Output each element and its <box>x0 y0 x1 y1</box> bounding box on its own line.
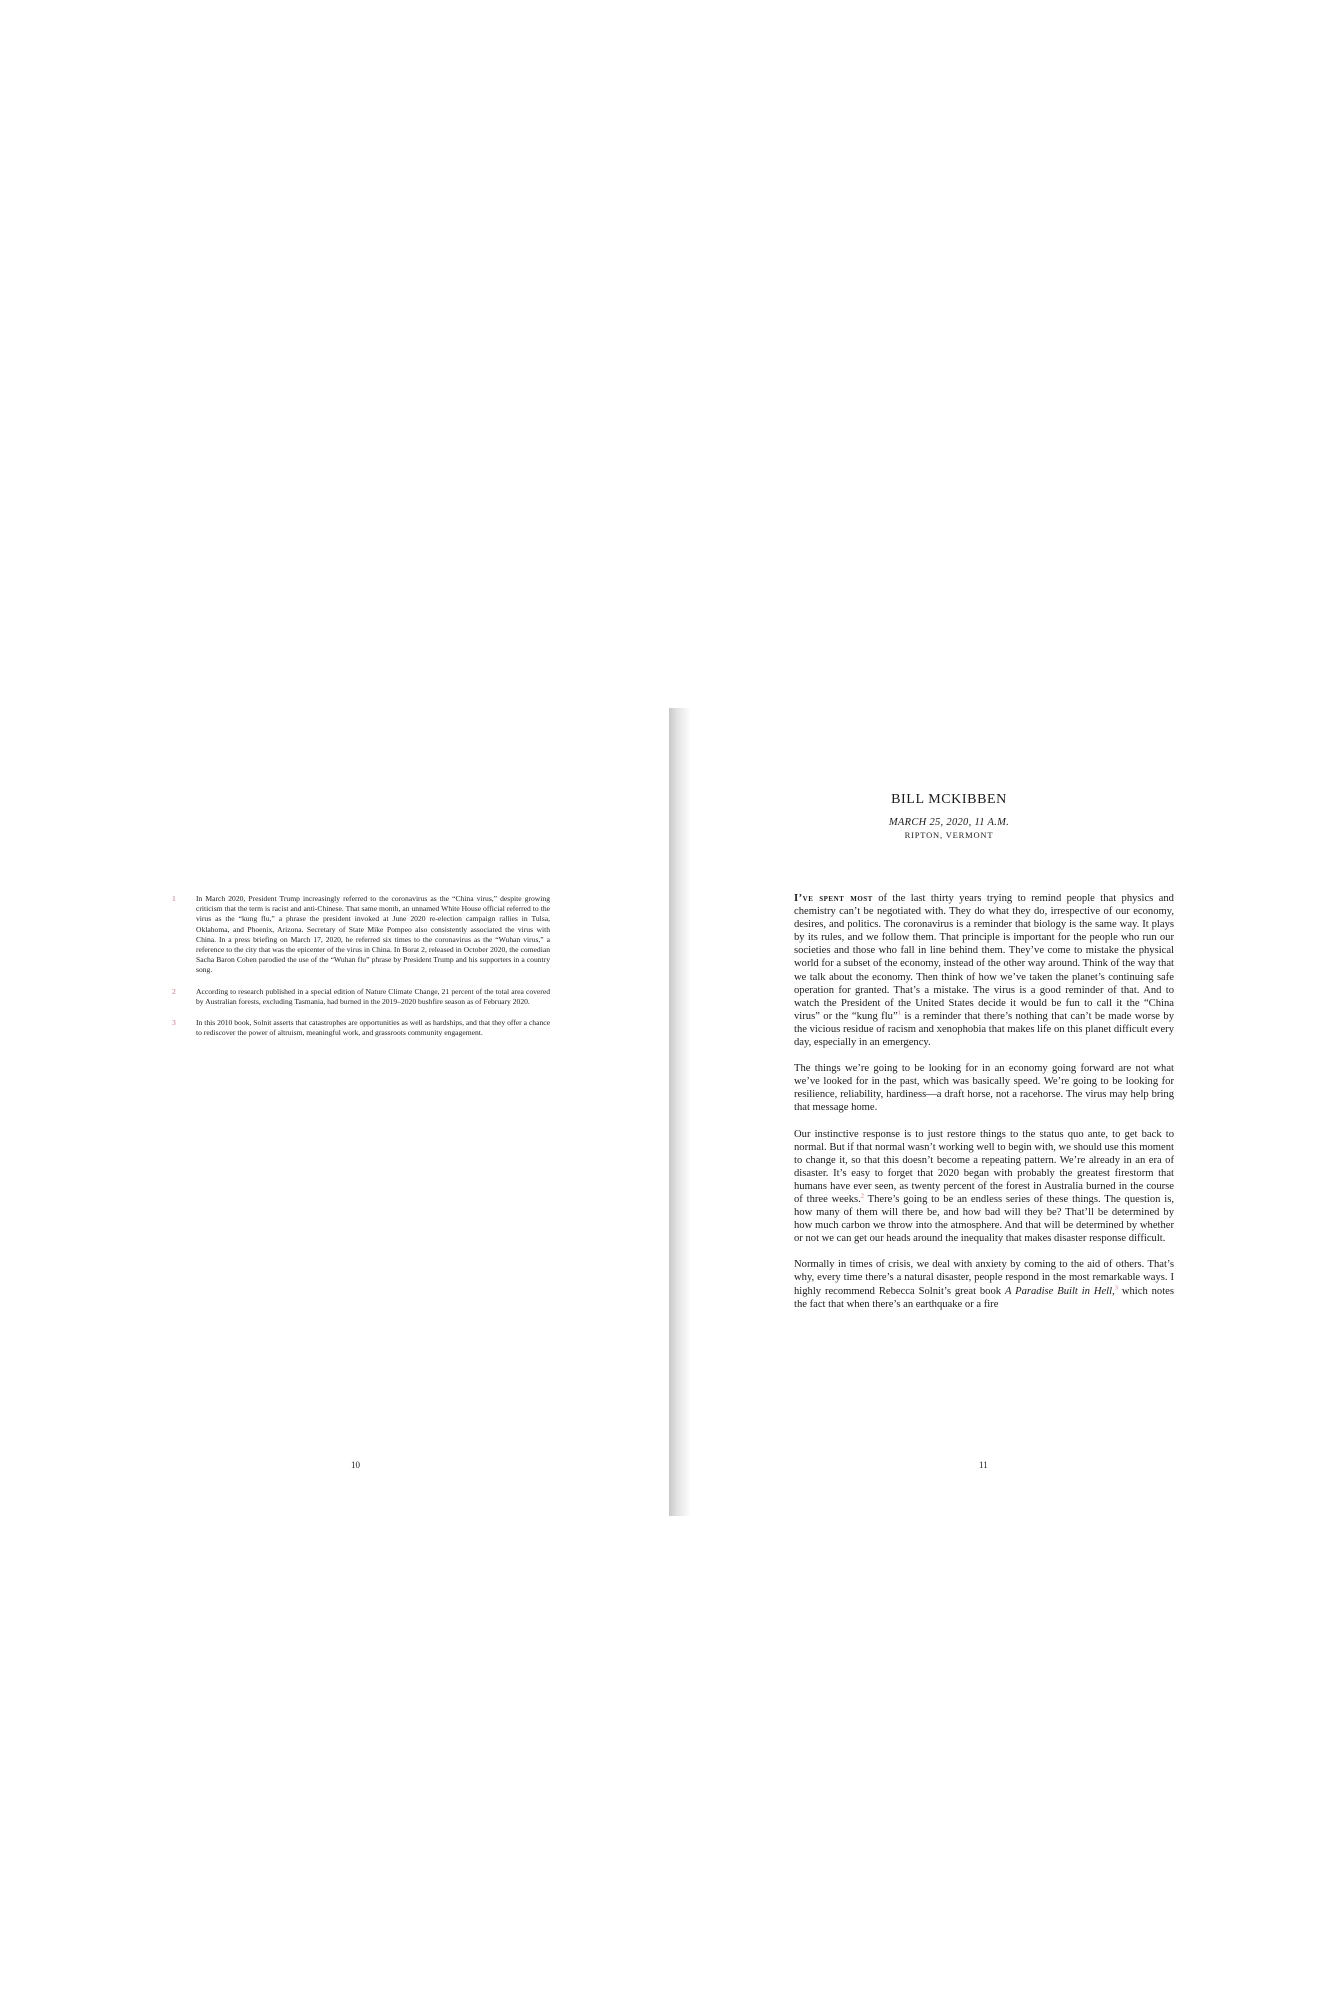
right-page <box>669 712 1333 1512</box>
paragraph-text: Our instinctive response is to just restore things to the status quo ante, to get back to normal. But if that normal wasn’t working well to begin with, we should use this moment to change it, so that this doesn’t become a repeating pattern. We’re already in an era of disaster. It’s easy to forget that 2020 began with probably the greatest firestorm that humans have ever seen, as twenty percent of the forest in Australia burned in the course of three weeks. <box>794 1128 1174 1205</box>
paragraph-2: The things we’re going to be looking for in an economy going forward are not what we’ve looked for in the past, which was basically speed. We’re going to be looking for resilience, reliability, hardiness—a draft horse, not a racehorse. The virus may help bring that message home. <box>794 1063 1174 1114</box>
footnote-text: In March 2020, President Trump increasingly referred to the coronavirus as the “China virus,” despite growing criticism that the term is racist and anti-Chinese. That same month, an unnamed White House official referred to the virus as the “kung flu,” a phrase the president invoked at June 2020 re-election campaign rallies in Tulsa, Oklahoma, and Phoenix, Arizona. Secretary of State Mike Pompeo also consistently associated the virus with China. In a press briefing on March 17, 2020, he referred six times to the coronavirus as the “Wuhan virus,” a reference to the city that was the epicenter of the virus in China. In Borat 2, released in October 2020, the comedian Sacha Baron Cohen parodied the use of the “Wuhan flu” phrase by President Trump and his supporters in a country song. <box>196 894 550 975</box>
footnotes <box>170 894 550 1049</box>
entry-date: MARCH 25, 2020, 11 A.M. <box>888 817 1010 828</box>
footnote-number: 3 <box>172 1018 176 1028</box>
footnote-3 <box>170 1018 550 1038</box>
footnote-ref-3[interactable]: 3 <box>1114 1284 1118 1291</box>
footnote-number: 1 <box>172 894 176 903</box>
paragraph-4 <box>794 1258 1174 1310</box>
left-page <box>170 712 670 1512</box>
paragraph-1 <box>794 892 1174 1049</box>
paragraph-text: of the last thirty years trying to remind people that physics and chemistry can’t be negotiated with. They do what they do, irrespective of our economy, desires, and politics. The coronavirus is a reminder that biology is the same way. It plays by its rules, and we follow them. That principle is important for the people who run our societies and those who fall in line behind them. They’ve come to mistake the physical world for a subset of the economy, instead of the other way around. Think of the way that we talk about the economy. Then think of how we’ve taken the planet’s continuing safe operation for granted. That’s a mistake. The virus is a good reminder of that. And to watch the President of the United States decide it would be fun to call it the “China virus” or the “kung flu” <box>794 893 1174 1022</box>
footnote-number: 2 <box>172 986 176 996</box>
footnote-text: In this 2010 book, Solnit asserts that catastrophes are opportunities as well as hardships, and that they offer a chance to rediscover the power of altruism, meaningful work, and grassroots community engagement. <box>196 1018 550 1038</box>
paragraph-text: Normally in times of crisis, we deal with anxiety by coming to the aid of others. That’s why, every time there’s a natural disaster, people respond in the most remarkable ways. I highly recommend Rebecca Solnit’s great book <box>794 1259 1174 1297</box>
footnote-ref-2[interactable]: 2 <box>860 1192 865 1200</box>
entry-location: RIPTON, VERMONT <box>904 830 994 840</box>
body-text <box>794 892 1174 1324</box>
paragraph-3 <box>794 1128 1174 1246</box>
paragraph-text: is a reminder that there’s nothing that can’t be made worse by the vicious residue of racism and xenophobia that makes life on this planet difficult every day, especially in an emergency. <box>794 1010 1174 1049</box>
footnote-ref-1[interactable]: 1 <box>897 1009 901 1017</box>
footnote-1 <box>170 894 550 976</box>
lead-in: I’ve spent most <box>794 893 873 904</box>
paragraph-text: There’s going to be an endless series of these things. The question is, how many of them will there be, and how bad will they be? That’ll be determined by how much carbon we throw into the atmosphere. And that will be determined by whether or not we can get our heads around the inequality that makes disaster response difficult. <box>794 1193 1174 1245</box>
page-number-left: 10 <box>351 1460 360 1470</box>
author-name: BILL MCKIBBEN <box>891 792 1007 807</box>
footnote-text: According to research published in a special edition of Nature Climate Change, 21 percent of the total area covered by Australian forests, excluding Tasmania, had burned in the 2019–2020 bushfire season as of February 2020. <box>196 986 550 1006</box>
page-number-right: 11 <box>979 1460 988 1470</box>
footnote-2 <box>170 987 550 1007</box>
paragraph-text: which notes the fact that when there’s an earthquake or a fire <box>794 1285 1174 1310</box>
chapter-header <box>739 792 1159 840</box>
book-title: A Paradise Built in Hell, <box>1004 1285 1115 1297</box>
